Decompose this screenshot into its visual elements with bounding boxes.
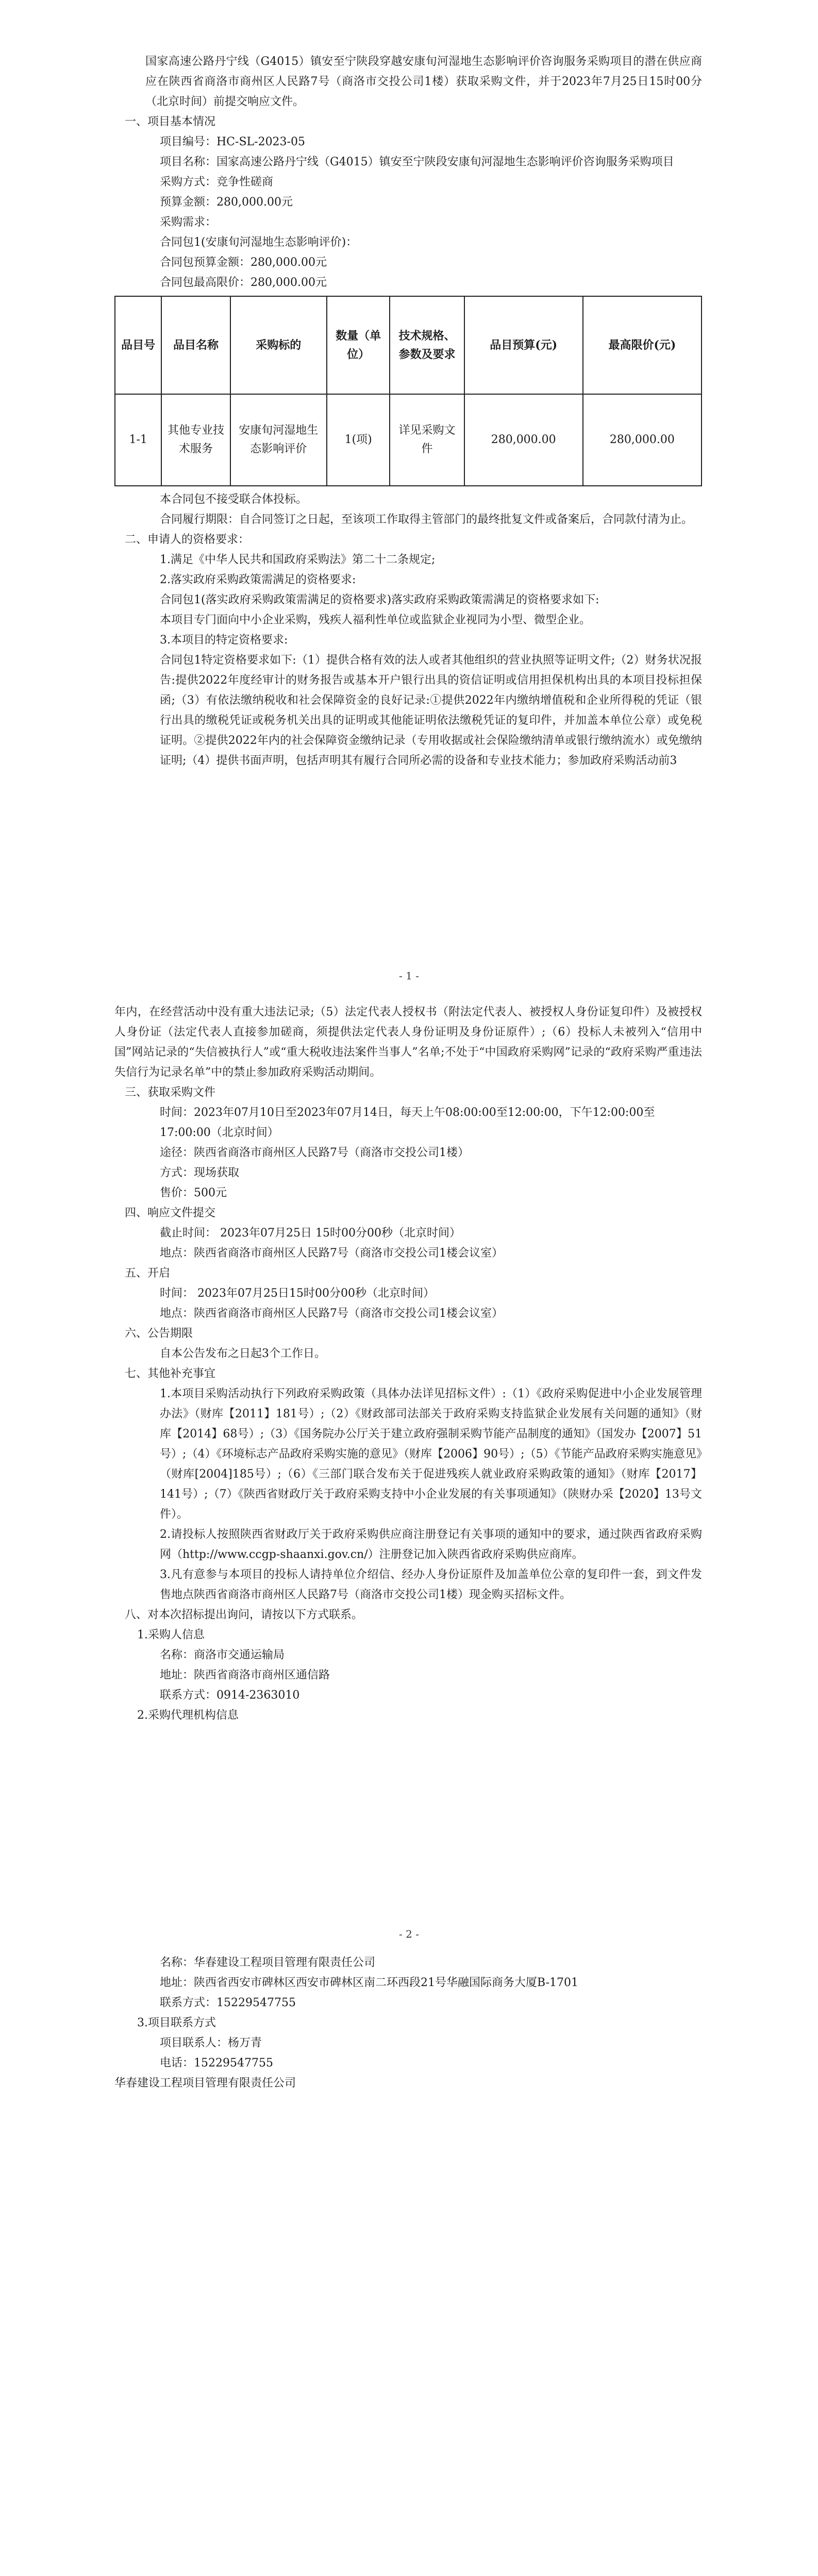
- items-table: [114, 296, 702, 486]
- qualification-2b: 本项目专门面向中小企业采购，残疾人福利性单位或监狱企业视同为小型、微型企业。: [160, 614, 591, 626]
- header-max-price: 最高限价(元): [583, 296, 702, 394]
- section-2-title: 二、申请人的资格要求：: [125, 533, 250, 546]
- qualification-3a: 合同包1特定资格要求如下:（1）提供合格有效的法人或者其他组织的营业执照等证明文件;（2）财务状况报告:提供2022年度经审计的财务报告或基本开户银行出具的资信证明或信用担保机构出具的本项目投标担保函;（3）有依法缴纳税收和社会保障资金的良好记录:①提供2022年内缴纳增值税和企业所得税的凭证（银行出具的缴税凭证或税务机关出具的证明或其他能证明依法缴税凭证的复印件，并加盖本单位公章）或免税证明。②提供2022年内的社会保障资金缴纳记录（专用收据或社会保险缴纳清单或银行缴纳流水）或免缴纳证明;（4）提供书面声明，包括声明其有履行合同所必需的设备和专业技术能力；参加政府采购活动前3: [160, 654, 702, 767]
- purchaser-phone: 联系方式：0914-2363010: [160, 1689, 300, 1702]
- lot-max-price: 合同包最高限价：280,000.00元: [160, 276, 327, 289]
- project-contact-title: 3.项目联系方式: [137, 2016, 216, 2029]
- header-item-no: 品目号: [115, 296, 161, 394]
- purchase-requirement: 采购需求：: [160, 216, 217, 229]
- open-place: 地点：陕西省商洛市商州区人民路7号（商洛市交投公司1楼会议室）: [160, 1307, 503, 1320]
- qualification-continued: 年内，在经营活动中没有重大违法记录;（5）法定代表人授权书（附法定代表人、被授权人身份证复印件）及被授权人身份证（法定代表人直接参加磋商，须提供法定代表人身份证明及身份证原件）;（6）投标人未被列入“信用中国”网站记录的“失信被执行人”或“重大税收违法案件当事人”名单;不处于“中国政府采购网”记录的“政府采购严重违法失信行为记录名单”中的禁止参加政府采购活动期间。: [114, 1006, 702, 1079]
- agency-address: 地址：陕西省西安市碑林区西安市碑林区南二环西段21号华融国际商务大厦B-1701: [160, 1976, 578, 1989]
- open-time: 时间： 2023年07月25日15时00分00秒（北京时间）: [160, 1287, 435, 1300]
- contract-term: 合同履行期限：自合同签订之日起，至该项工作取得主管部门的最终批复文件或备案后，合同款付清为止。: [160, 513, 693, 526]
- supplement-1: 1.本项目采购活动执行下列政府采购政策（具体办法详见招标文件）:（1）《政府采购促进中小企业发展管理办法》（财库【2011】181号）;（2）《财政部司法部关于政府采购支持监狱企业发展有关问题的通知》（财库【2014】68号）;（3）《国务院办公厅关于建立政府强制采购节能产品制度的通知》（国发办【2007】51号）;（4）《环境标志产品政府采购实施的意见》（财库【2006】90号）;（5）《节能产品政府采购实施意见》（财库[2004]185号）;（6）《三部门联合发布关于促进残疾人就业政府采购政策的通知》（财库【2017】141号）;（7）《陕西省财政厅关于政府采购支持中小企业发展的有关事项通知》（陕财办采【2020】13号文件）。: [160, 1387, 702, 1521]
- table-row: [115, 394, 702, 486]
- purchaser-address: 地址：陕西省商洛市商州区通信路: [160, 1669, 330, 1682]
- submit-place: 地点：陕西省商洛市商州区人民路7号（商洛市交投公司1楼会议室）: [160, 1247, 503, 1260]
- cell-budget: 280,000.00: [464, 394, 583, 486]
- header-budget: 品目预算(元): [464, 296, 583, 394]
- project-contact-phone: 电话：15229547755: [160, 2057, 273, 2070]
- page-number: - 1 -: [399, 970, 419, 982]
- qualification-3: 3.本项目的特定资格要求:: [160, 634, 288, 647]
- agency-info-title: 2.采购代理机构信息: [137, 1709, 239, 1722]
- project-contact-person: 项目联系人：杨万青: [160, 2037, 262, 2049]
- signature-company: 华春建设工程项目管理有限责任公司: [114, 2077, 296, 2090]
- intro-paragraph: 国家高速公路丹宁线（G4015）镇安至宁陕段穿越安康旬河湿地生态影响评价咨询服务采购项目的潜在供应商应在陕西省商洛市商州区人民路7号（商洛市交投公司1楼）获取采购文件，并于2023年7月25日15时00分（北京时间）前提交响应文件。: [145, 55, 702, 108]
- project-name: 项目名称：国家高速公路丹宁线（G4015）镇安至宁陕段安康旬河湿地生态影响评价咨询服务采购项目: [160, 156, 674, 168]
- page-number: - 2 -: [399, 1928, 419, 1940]
- lot-title: 合同包1(安康旬河湿地生态影响评价)：: [160, 236, 358, 249]
- cell-item-no: 1-1: [115, 394, 161, 486]
- purchaser-name: 名称：商洛市交通运输局: [160, 1649, 285, 1662]
- section-5-title: 五、开启: [125, 1267, 171, 1280]
- cell-item-name: 其他专业技术服务: [161, 394, 230, 486]
- header-item-name: 品目名称: [161, 296, 230, 394]
- cell-quantity: 1(项): [327, 394, 390, 486]
- document-price: 售价：500元: [160, 1187, 227, 1199]
- notice-period: 自本公告发布之日起3个工作日。: [160, 1347, 326, 1360]
- submit-deadline: 截止时间： 2023年07月25日 15时00分00秒（北京时间）: [160, 1227, 461, 1240]
- section-3-title: 三、获取采购文件: [125, 1086, 216, 1099]
- qualification-1: 1.满足《中华人民共和国政府采购法》第二十二条规定;: [160, 553, 436, 566]
- header-subject: 采购标的: [230, 296, 327, 394]
- section-6-title: 六、公告期限: [125, 1327, 193, 1340]
- cell-subject: 安康旬河湿地生态影响评价: [230, 394, 327, 486]
- table-header-row: [115, 296, 702, 394]
- section-8-title: 八、对本次招标提出询问，请按以下方式联系。: [125, 1608, 363, 1621]
- header-specs: 技术规格、参数及要求: [390, 296, 464, 394]
- obtain-place: 途径：陕西省商洛市商州区人民路7号（商洛市交投公司1楼）: [160, 1146, 469, 1159]
- supplement-3: 3.凡有意参与本项目的投标人请持单位介绍信、经办人身份证原件及加盖单位公章的复印件一套，到文件发售地点陕西省商洛市商州区人民路7号（商洛市交投公司1楼）现金购买招标文件。: [160, 1568, 702, 1601]
- purchaser-info-title: 1.采购人信息: [137, 1629, 205, 1641]
- obtain-time: 时间：2023年07月10日至2023年07月14日，每天上午08:00:00至12:00:00，下午12:00:00至17:00:00（北京时间）: [160, 1106, 655, 1139]
- qualification-2a: 合同包1(落实政府采购政策需满足的资格要求)落实政府采购政策需满足的资格要求如下:: [160, 594, 599, 606]
- purchase-method: 采购方式：竞争性磋商: [160, 176, 274, 189]
- agency-name: 名称：华春建设工程项目管理有限责任公司: [160, 1956, 376, 1969]
- section-4-title: 四、响应文件提交: [125, 1207, 216, 1219]
- agency-phone: 联系方式：15229547755: [160, 1996, 296, 2009]
- supplement-2: 2.请投标人按照陕西省财政厅关于政府采购供应商注册登记有关事项的通知中的要求，通过陕西省政府采购网（http://www.ccgp-shaanxi.gov.cn/）注册登记加入陕西省政府采购供应商库。: [160, 1528, 702, 1561]
- header-quantity: 数量（单位）: [327, 296, 390, 394]
- no-joint-bid: 本合同包不接受联合体投标。: [160, 493, 308, 506]
- section-7-title: 七、其他补充事宜: [125, 1367, 216, 1380]
- cell-specs: 详见采购文件: [390, 394, 464, 486]
- section-1-title: 一、项目基本情况: [125, 115, 216, 128]
- budget-amount: 预算金额：280,000.00元: [160, 196, 293, 209]
- project-number: 项目编号：HC-SL-2023-05: [160, 135, 305, 148]
- cell-max-price: 280,000.00: [583, 394, 702, 486]
- qualification-2: 2.落实政府采购政策需满足的资格要求:: [160, 573, 356, 586]
- lot-budget: 合同包预算金额：280,000.00元: [160, 256, 327, 269]
- obtain-way: 方式：现场获取: [160, 1166, 240, 1179]
